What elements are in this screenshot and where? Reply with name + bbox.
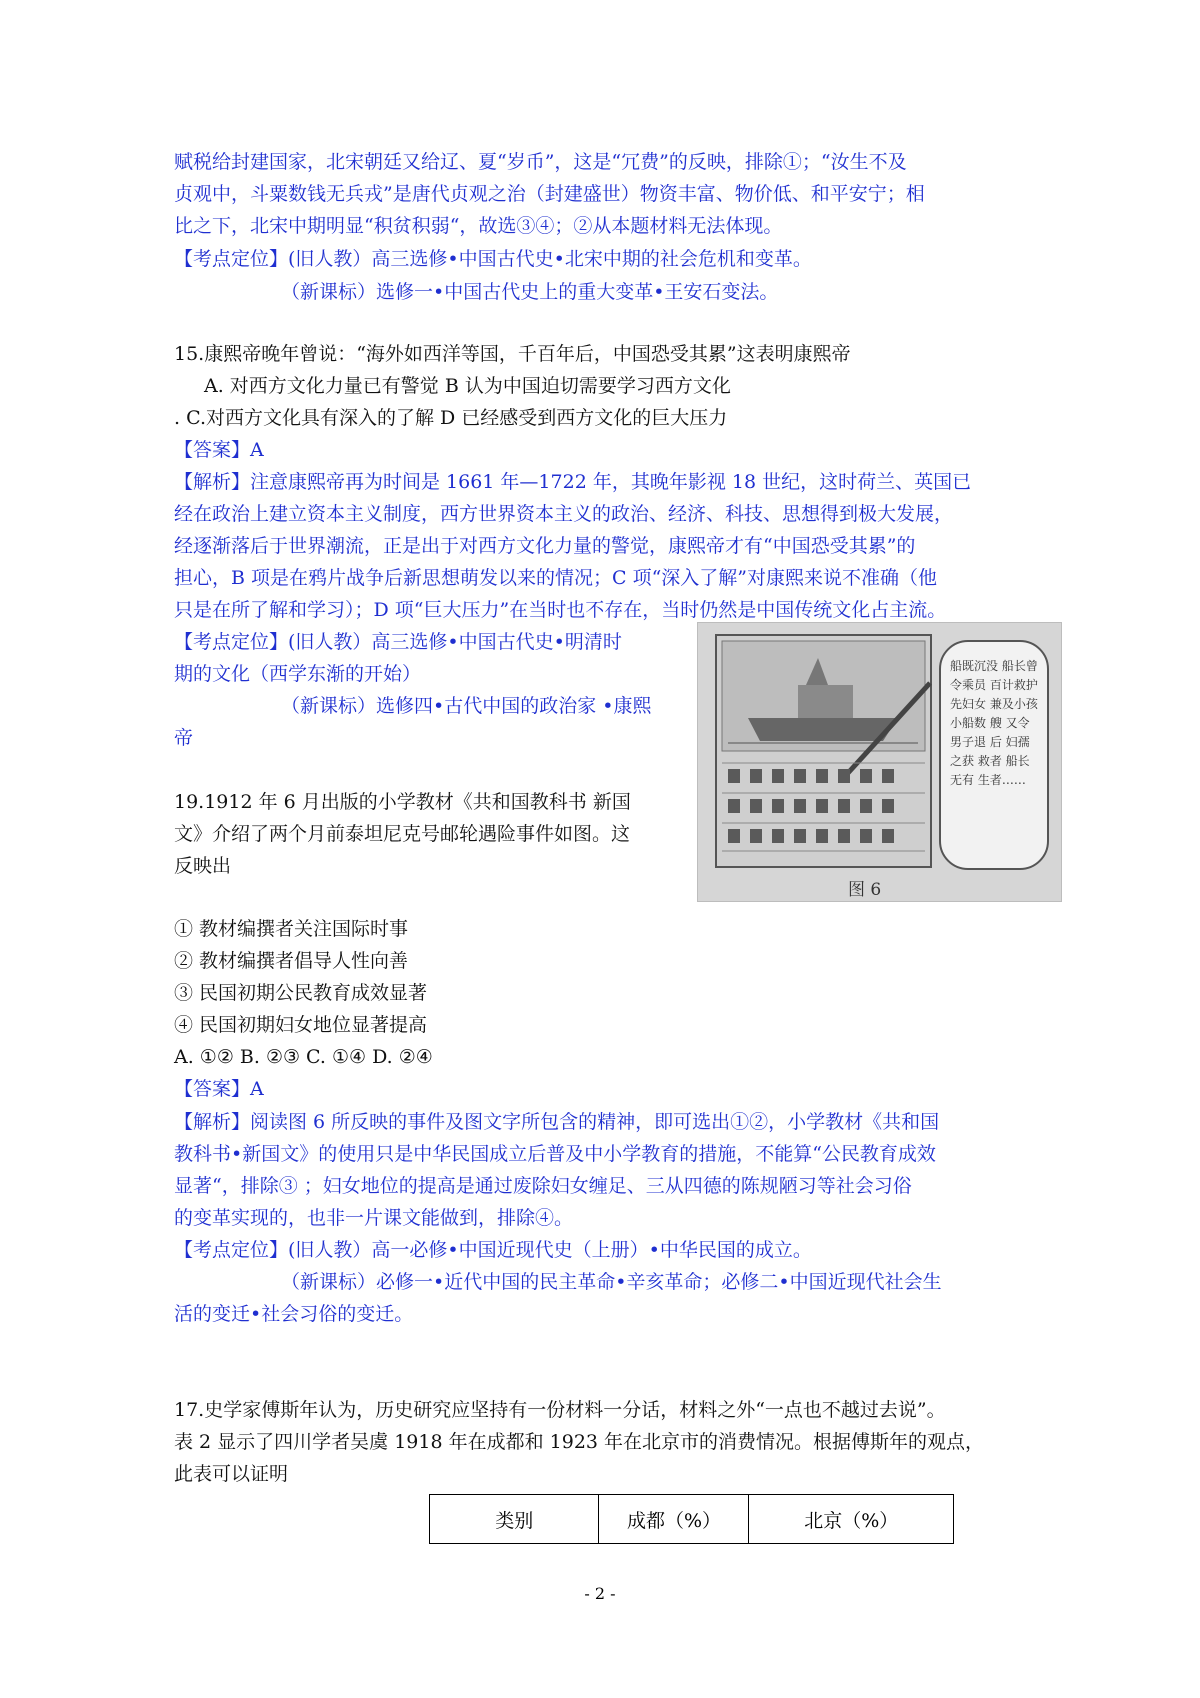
question-stem: 15.康熙帝晚年曾说：“海外如西洋等国，千百年后，中国恐受其累”这表明康熙帝	[174, 343, 851, 365]
figure-bubble-text: 船既沉没 船长曾令乘员 百计救护 先妇女 兼及小孩 小船数 艘 又令男子退 后 妇孺之获 救者 船长无有 生者……	[950, 659, 1038, 787]
analysis-line: 经逐渐落后于世界潮流，正是出于对西方文化力量的警觉，康熙帝才有“中国恐受其累”的	[174, 535, 916, 557]
question-stem: 反映出	[174, 855, 232, 877]
list-item: ② 教材编撰者倡导人性向善	[174, 950, 409, 972]
question-stem: 19.1912 年 6 月出版的小学教材《共和国教科书 新国	[174, 791, 631, 813]
table-row	[430, 1495, 954, 1544]
analysis-line: 担心，B 项是在鸦片战争后新思想萌发以来的情况；C 项“深入了解”对康熙来说不准确（他	[174, 567, 938, 589]
answer: 【答案】A	[174, 1078, 264, 1100]
figure-caption: 图 6	[848, 880, 882, 900]
answer: 【答案】A	[174, 439, 264, 461]
question-stem: 此表可以证明	[174, 1463, 289, 1485]
table-header-cell: 北京（%）	[749, 1495, 954, 1544]
option-line: A. ①② B. ②③ C. ①④ D. ②④	[174, 1046, 433, 1068]
consumption-table	[429, 1494, 954, 1544]
question-stem: 表 2 显示了四川学者吴虞 1918 年在成都和 1923 年在北京市的消费情况。根据傅斯年的观点，	[174, 1431, 985, 1453]
kaodian-line: （新课标）必修一•近代中国的民主革命•辛亥革命；必修二•中国近现代社会生	[281, 1271, 942, 1293]
list-item: ③ 民国初期公民教育成效显著	[174, 982, 428, 1004]
analysis-line: 赋税给封建国家，北宋朝廷又给辽、夏“岁币”，这是“冗费”的反映，排除①；“汝生不及	[174, 151, 907, 173]
list-item: ① 教材编撰者关注国际时事	[174, 918, 409, 940]
kaodian-line: 【考点定位】(旧人教）高三选修•中国古代史•明清时	[174, 631, 622, 653]
kaodian-line: 【考点定位】(旧人教）高一必修•中国近现代史（上册）•中华民国的成立。	[174, 1239, 812, 1261]
kaodian-line: （新课标）选修四•古代中国的政治家 •康熙	[281, 695, 652, 717]
analysis-line: 教科书•新国文》的使用只是中华民国成立后普及中小学教育的措施，不能算“公民教育成效	[174, 1143, 936, 1165]
analysis-line: 【解析】注意康熙帝再为时间是 1661 年—1722 年，其晚年影视 18 世纪，这时荷兰、英国已	[174, 471, 972, 493]
option-line: . C.对西方文化具有深入的了解 D 已经感受到西方文化的巨大压力	[174, 407, 728, 429]
question-stem: 17.史学家傅斯年认为，历史研究应坚持有一份材料一分话，材料之外“一点也不越过去说”。	[174, 1399, 946, 1421]
question-stem: 文》介绍了两个月前泰坦尼克号邮轮遇险事件如图。这	[174, 823, 631, 845]
table-header-cell: 成都（%）	[599, 1495, 749, 1544]
table-header-cell: 类别	[430, 1495, 599, 1544]
kaodian-line: 活的变迁•社会习俗的变迁。	[174, 1303, 414, 1325]
page-number: - 2 -	[584, 1584, 616, 1603]
kaodian-line: 期的文化（西学东渐的开始）	[174, 663, 422, 685]
analysis-line: 显著“，排除③ ；妇女地位的提高是通过废除妇女缠足、三从四德的陈规陋习等社会习俗	[174, 1175, 912, 1197]
kaodian-line: 帝	[174, 727, 194, 749]
analysis-line: 只是在所了解和学习）；D 项“巨大压力”在当时也不存在，当时仍然是中国传统文化占主流。	[174, 599, 947, 621]
analysis-line: 经在政治上建立资本主义制度，西方世界资本主义的政治、经济、科技、思想得到极大发展，	[174, 503, 954, 525]
list-item: ④ 民国初期妇女地位显著提高	[174, 1014, 428, 1036]
analysis-line: 贞观中，斗粟数钱无兵戎”是唐代贞观之治（封建盛世）物资丰富、物价低、和平安宁；相	[174, 183, 925, 205]
analysis-line: 比之下，北宋中期明显“积贫积弱“，故选③④；②从本题材料无法体现。	[174, 215, 783, 237]
kaodian-line: 【考点定位】(旧人教）高三选修•中国古代史•北宋中期的社会危机和变革。	[174, 248, 812, 270]
textbook-figure	[697, 622, 1062, 902]
analysis-line: 的变革实现的，也非一片课文能做到，排除④。	[174, 1207, 574, 1229]
analysis-line: 【解析】阅读图 6 所反映的事件及图文字所包含的精神，即可选出①②，小学教材《共和国	[174, 1111, 940, 1133]
kaodian-line: （新课标）选修一•中国古代史上的重大变革•王安石变法。	[281, 281, 779, 303]
option-line: A. 对西方文化力量已有警觉 B 认为中国迫切需要学习西方文化	[204, 375, 731, 397]
